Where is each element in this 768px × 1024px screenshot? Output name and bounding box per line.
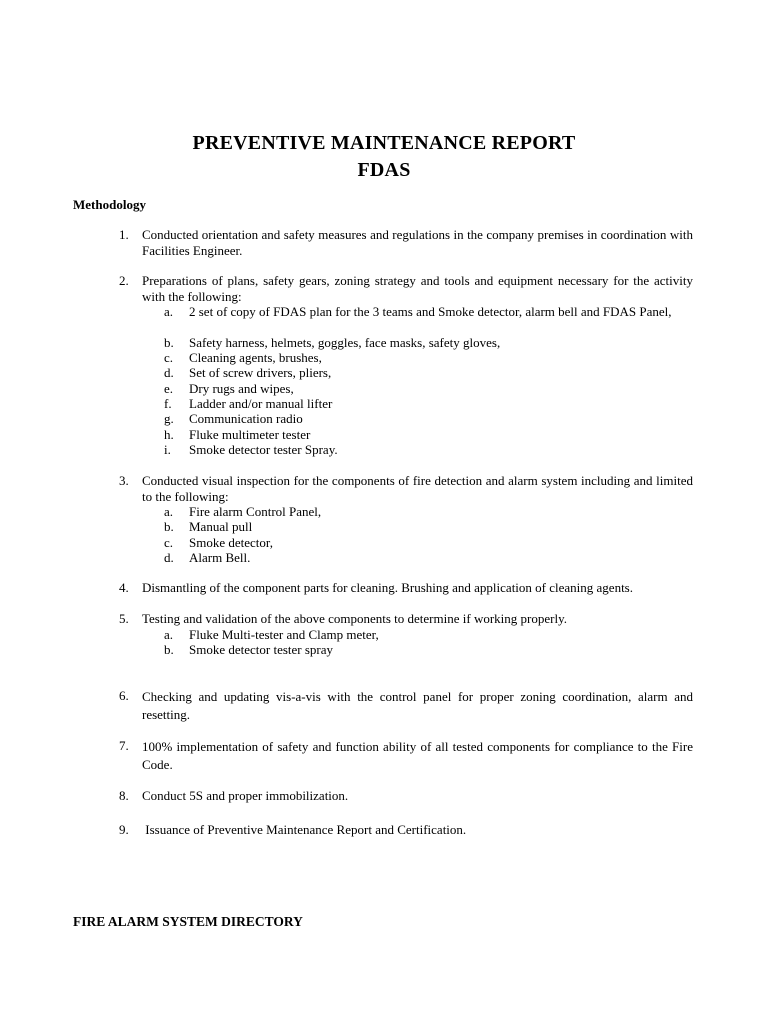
item-number: 8. [119,788,129,803]
item-number: 1. [119,227,129,242]
sub-item-letter: b. [164,519,174,534]
sub-item-text: Ladder and/or manual lifter [189,396,333,411]
sub-item-text: Set of screw drivers, pliers, [189,365,332,380]
item-text: 100% implementation of safety and function ability of all tested components for compliance to the Fire Code. [142,739,693,772]
sub-item-letter: e. [164,381,174,396]
item-number: 6. [119,688,129,703]
sub-item-text: Safety harness, helmets, goggles, face masks, safety gloves, [189,335,501,350]
sub-item-letter: a. [164,304,174,319]
item-text: Conducted visual inspection for the components of fire detection and alarm system including and limited to the following: [142,473,693,504]
sub-item-text: Smoke detector tester Spray. [189,442,338,457]
sub-item-text: Dry rugs and wipes, [189,381,294,396]
sub-item-text: 2 set of copy of FDAS plan for the 3 teams and Smoke detector, alarm bell and FDAS Panel, [189,304,672,319]
sub-item-text: Communication radio [189,411,303,426]
methodology-heading: Methodology [73,197,146,212]
sub-item-text: Alarm Bell. [189,550,251,565]
sub-item-letter: d. [164,550,174,565]
item-text: Preparations of plans, safety gears, zoning strategy and tools and equipment necessary for the activity with the following: [142,273,693,304]
sub-item-letter: b. [164,335,174,350]
sub-item-letter: c. [164,350,174,365]
sub-item-letter: g. [164,411,174,426]
sub-item-text: Cleaning agents, brushes, [189,350,322,365]
sub-item-text: Fluke multimeter tester [189,427,311,442]
sub-item-letter: b. [164,642,174,657]
sub-item-text: Smoke detector, [189,535,273,550]
sub-item-letter: f. [164,396,172,411]
item-number: 4. [119,580,129,595]
item-text: Issuance of Preventive Maintenance Report and Certification. [142,822,467,837]
report-subtitle: FDAS [357,159,411,181]
item-number: 9. [119,822,129,837]
item-number: 5. [119,611,129,626]
sub-item-text: Fire alarm Control Panel, [189,504,322,519]
sub-item-letter: h. [164,427,174,442]
item-number: 7. [119,738,129,753]
item-text: Testing and validation of the above components to determine if working properly. [142,611,567,626]
item-number: 2. [119,273,129,288]
sub-item-letter: i. [164,442,171,457]
directory-heading: FIRE ALARM SYSTEM DIRECTORY [73,914,303,929]
sub-item-letter: d. [164,365,174,380]
item-number: 3. [119,473,129,488]
item-text: Dismantling of the component parts for cleaning. Brushing and application of cleaning agents. [142,580,633,595]
item-text: Conducted orientation and safety measures and regulations in the company premises in coordination with Facilities Engineer. [142,227,693,258]
sub-item-text: Manual pull [189,519,253,534]
item-text: Conduct 5S and proper immobilization. [142,788,349,803]
sub-item-letter: a. [164,627,174,642]
sub-item-letter: c. [164,535,174,550]
sub-item-letter: a. [164,504,174,519]
item-text: Checking and updating vis-a-vis with the control panel for proper zoning coordination, alarm and resetting. [142,689,693,722]
sub-item-text: Fluke Multi-tester and Clamp meter, [189,627,379,642]
report-title: PREVENTIVE MAINTENANCE REPORT [192,132,576,154]
sub-item-text: Smoke detector tester spray [189,642,334,657]
